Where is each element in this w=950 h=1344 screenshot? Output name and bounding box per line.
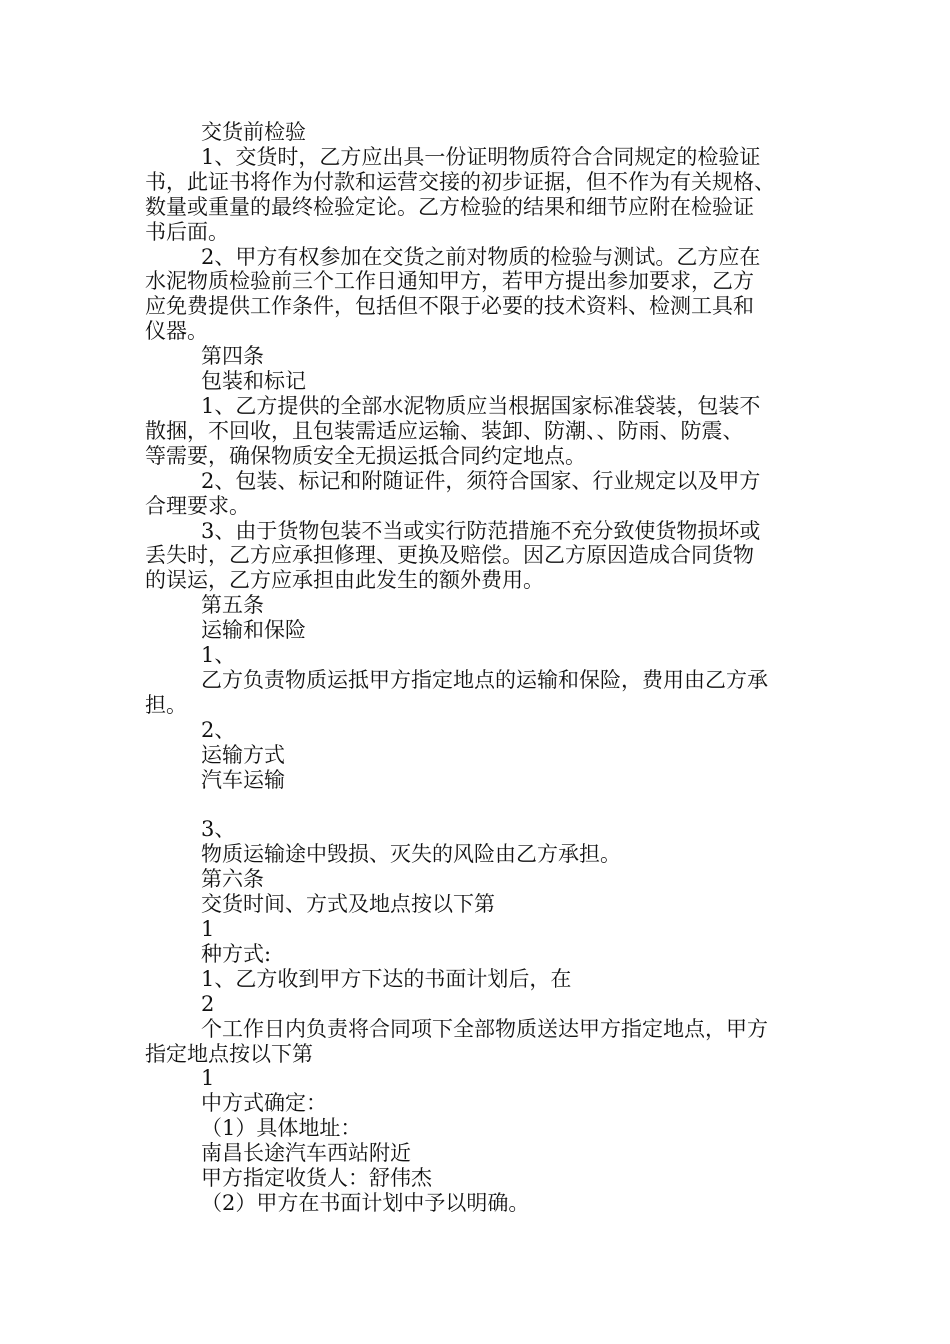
paragraph-line: 1 — [201, 916, 215, 941]
paragraph-line: 水泥物质检验前三个工作日通知甲方，若甲方提出参加要求，乙方 — [145, 269, 754, 294]
article-number: 第五条 — [201, 593, 264, 618]
paragraph-line: 种方式: — [201, 941, 272, 966]
paragraph-line: 合理要求。 — [145, 493, 250, 518]
paragraph-line: 1、乙方收到甲方下达的书面计划后，在 — [201, 966, 572, 991]
paragraph-line: 散捆，不回收，且包装需适应运输、装卸、防潮、、防雨、防震、 — [145, 418, 744, 443]
document-page — [145, 120, 810, 1216]
paragraph-line: 书，此证书将作为付款和运营交接的初步证据，但不作为有关规格、 — [145, 169, 775, 194]
paragraph-line: （2）甲方在书面计划中予以明确。 — [201, 1190, 530, 1215]
paragraph-line: 数量或重量的最终检验定论。乙方检验的结果和细节应附在检验证 — [145, 194, 754, 219]
paragraph-line: 交货时间、方式及地点按以下第 — [201, 892, 495, 917]
paragraph-line: 个工作日内负责将合同项下全部物质送达甲方指定地点，甲方 — [201, 1016, 768, 1041]
heading-pre-delivery-inspection: 交货前检验 — [201, 120, 306, 144]
paragraph-line: 等需要，确保物质安全无损运抵合同约定地点。 — [145, 443, 586, 468]
paragraph-line: 乙方负责物质运抵甲方指定地点的运输和保险，费用由乙方承 — [201, 667, 768, 692]
paragraph-line: 运输方式 — [201, 742, 285, 767]
paragraph-line: 应免费提供工作条件，包括但不限于必要的技术资料、检测工具和 — [145, 294, 754, 319]
article-number: 第六条 — [201, 867, 264, 892]
paragraph-line: 1、乙方提供的全部水泥物质应当根据国家标准袋装，包装不 — [201, 393, 761, 418]
item-number: 3、 — [201, 817, 236, 842]
paragraph-line: 书后面。 — [145, 219, 229, 244]
paragraph-line: 物质运输途中毁损、灭失的风险由乙方承担。 — [201, 842, 621, 867]
blank-line — [145, 792, 810, 817]
paragraph-line: 担。 — [145, 692, 187, 717]
article-number: 第四条 — [201, 344, 264, 369]
paragraph-line: 甲方指定收货人：舒伟杰 — [201, 1166, 432, 1191]
article-title: 运输和保险 — [201, 618, 306, 643]
paragraph-line: 中方式确定： — [201, 1091, 327, 1116]
paragraph-line: 3、由于货物包装不当或实行防范措施不充分致使货物损坏或 — [201, 518, 761, 543]
paragraph-line: 的误运，乙方应承担由此发生的额外费用。 — [145, 568, 544, 593]
paragraph-line: 南昌长途汽车西站附近 — [201, 1141, 411, 1166]
paragraph-line: 汽车运输 — [201, 767, 285, 792]
paragraph-line: 1 — [201, 1066, 215, 1091]
item-number: 2、 — [201, 717, 236, 742]
paragraph-line: 指定地点按以下第 — [145, 1041, 313, 1066]
item-number: 1、 — [201, 643, 236, 668]
paragraph-line: 2、甲方有权参加在交货之前对物质的检验与测试。乙方应在 — [201, 244, 761, 269]
paragraph-line: 2 — [201, 991, 215, 1016]
paragraph-line: 仪器。 — [145, 319, 208, 344]
paragraph-line: 1、交货时，乙方应出具一份证明物质符合合同规定的检验证 — [201, 144, 761, 169]
article-title: 包装和标记 — [201, 369, 306, 394]
paragraph-line: （1）具体地址： — [201, 1116, 362, 1141]
paragraph-line: 2、包装、标记和附随证件，须符合国家、行业规定以及甲方 — [201, 468, 761, 493]
paragraph-line: 丢失时，乙方应承担修理、更换及赔偿。因乙方原因造成合同货物 — [145, 543, 754, 568]
